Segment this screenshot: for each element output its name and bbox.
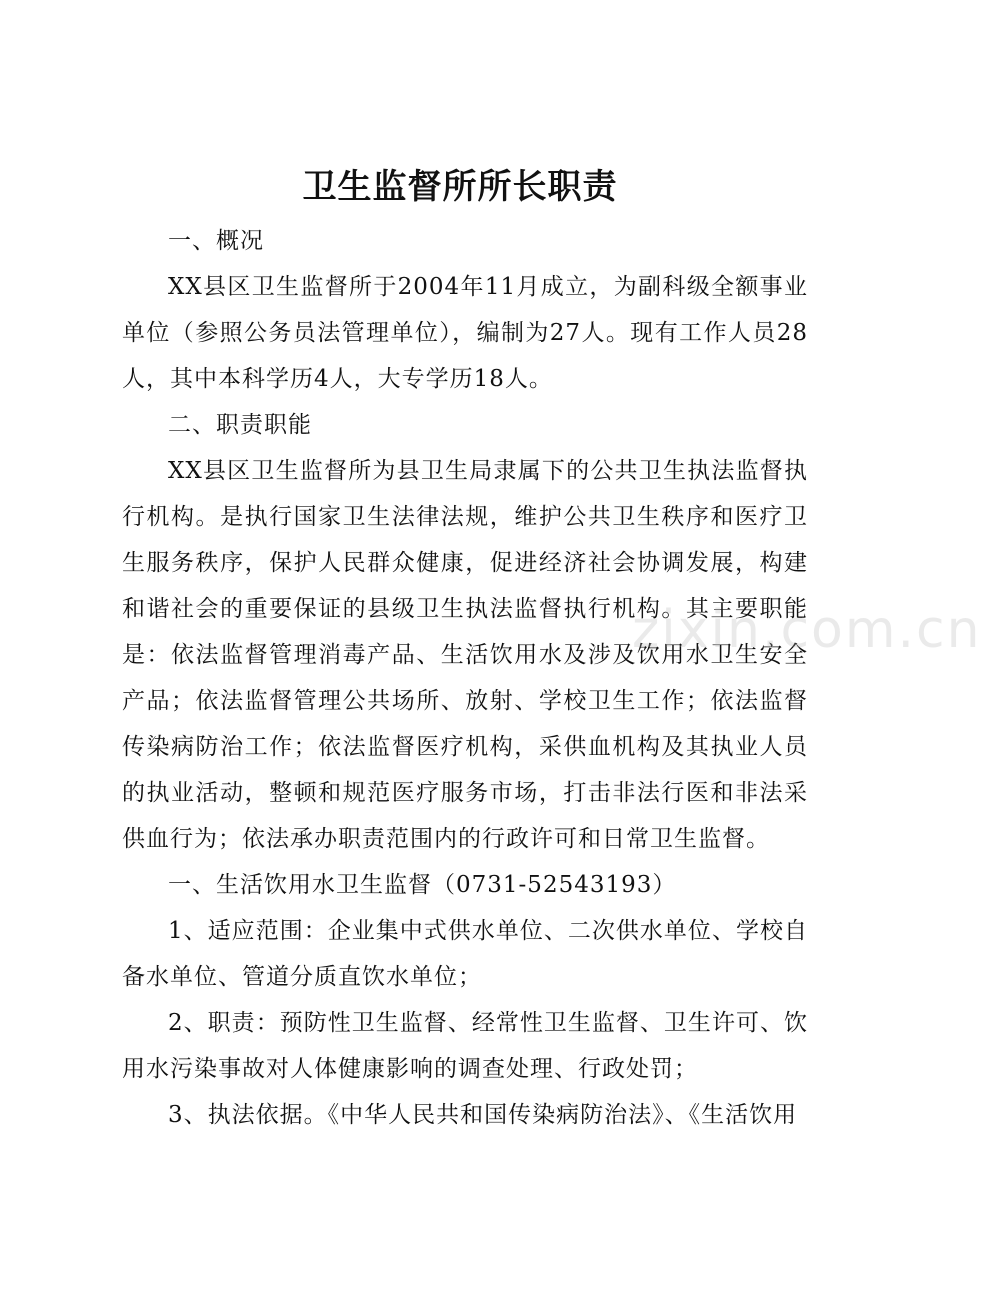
paragraph-scope: 1、适应范围：企业集中式供水单位、二次供水单位、学校自备水单位、管道分质直饮水单位； [122, 918, 808, 990]
watermark-text: zixin.com.cn [632, 600, 982, 660]
paragraph-duties: XX县区卫生监督所为县卫生局隶属下的公共卫生执法监督执行机构。是执行国家卫生法律法规，维护公共卫生秩序和医疗卫生服务秩序，保护人民群众健康，促进经济社会协调发展，构建和谐社会的重要保证的县级卫生执法监督执行机构。其主要职能是：依法监督管理消毒产品、生活饮用水及涉及饮用水卫生安全产品；依法监督管理公共场所、放射、学校卫生工作；依法监督传染病防治工作；依法监督医疗机构，采供血机构及其执业人员的执业活动，整顿和规范医疗服务市场，打击非法行医和非法采供血行为；依法承办职责范围内的行政许可和日常卫生监督。 [122, 458, 808, 852]
section-heading-duties: 二、职责职能 [168, 412, 312, 438]
paragraph-responsibilities: 2、职责：预防性卫生监督、经常性卫生监督、卫生许可、饮用水污染事故对人体健康影响的调查处理、行政处罚； [122, 1010, 808, 1082]
section-heading-water-supervision: 一、生活饮用水卫生监督（0731-52543193） [168, 872, 677, 898]
paragraph-overview: XX县区卫生监督所于2004年11月成立，为副科级全额事业单位（参照公务员法管理单位），编制为27人。现有工作人员28人，其中本科学历4人，大专学历18人。 [122, 274, 808, 392]
paragraph-legal-basis: 3、执法依据。《中华人民共和国传染病防治法》、《生活饮用 [168, 1102, 798, 1128]
document-body [122, 218, 808, 1138]
section-heading-overview: 一、概况 [168, 228, 264, 254]
document-title: 卫生监督所所长职责 [302, 167, 618, 207]
